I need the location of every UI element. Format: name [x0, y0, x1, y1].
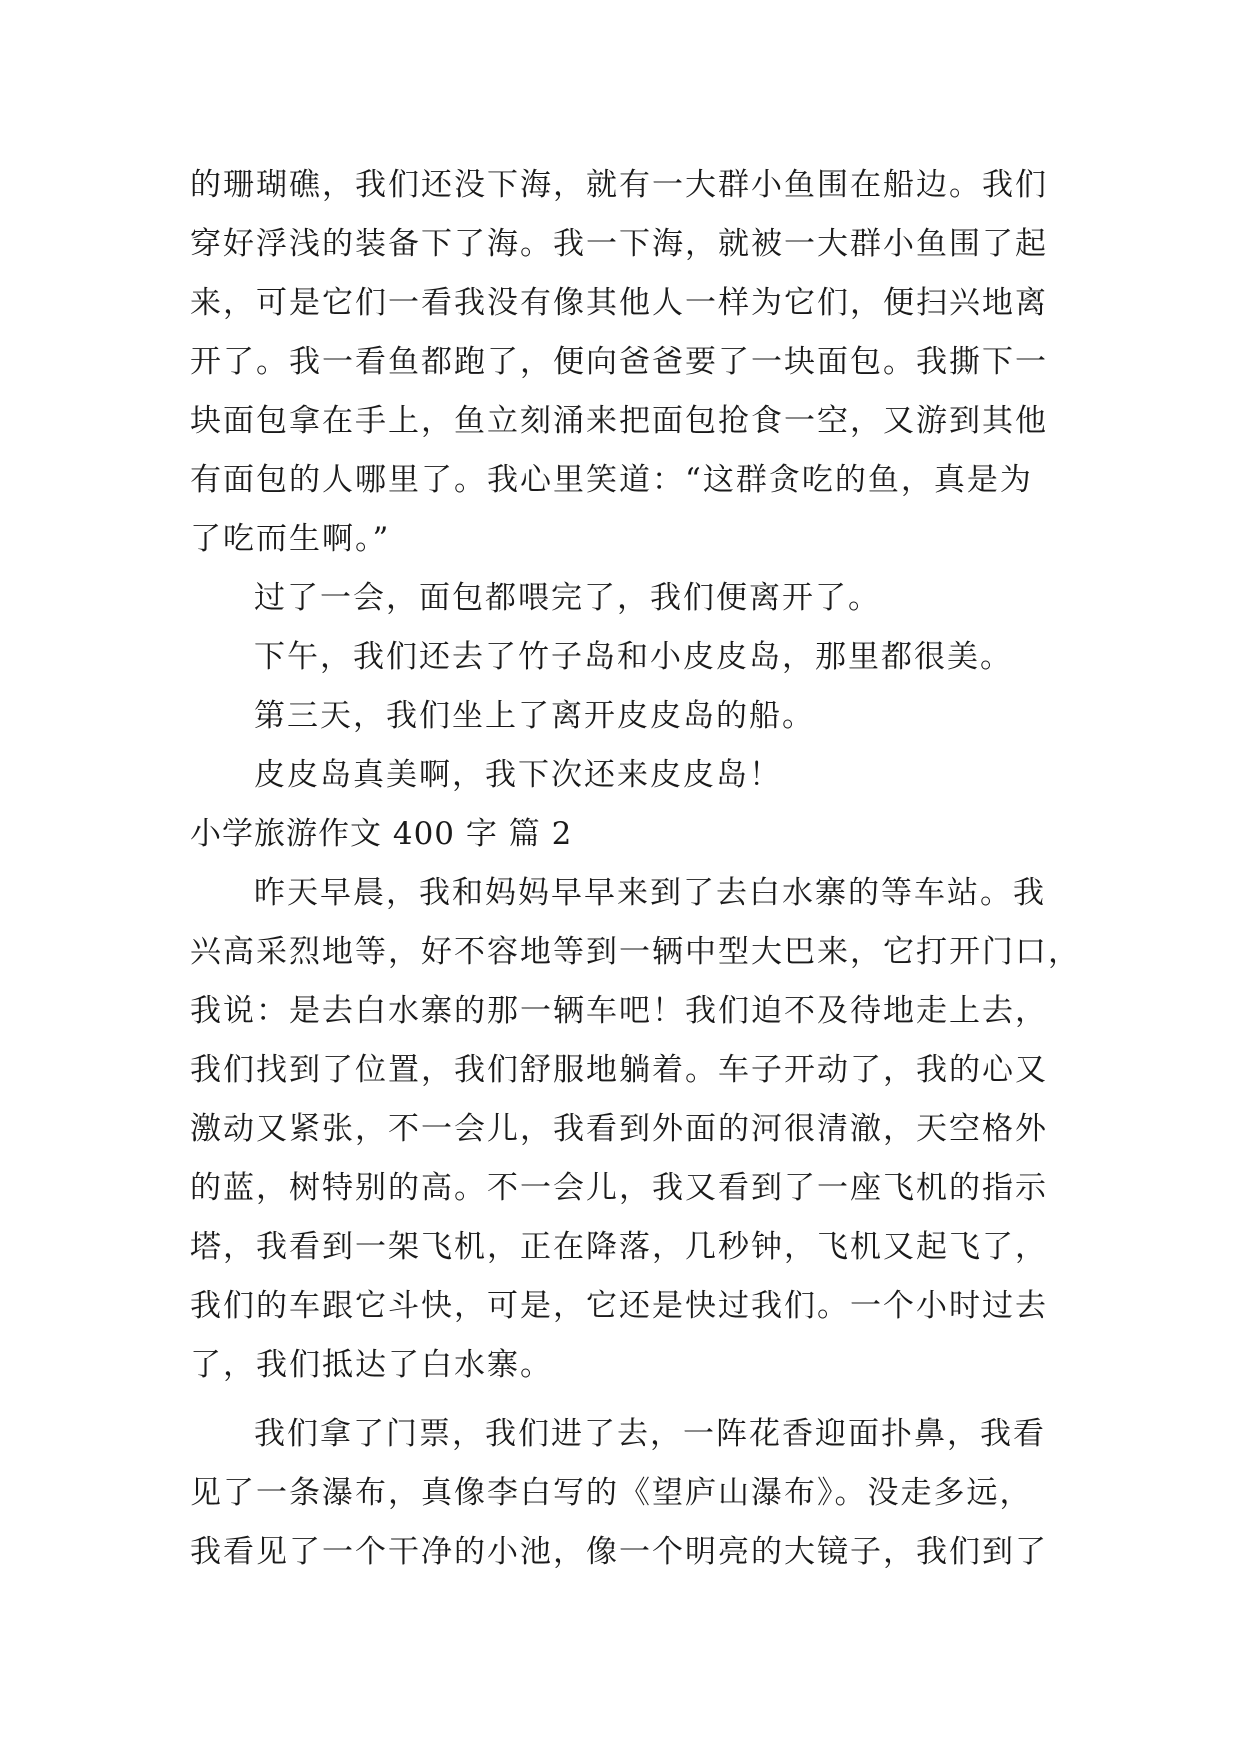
- paragraph-3: 下午，我们还去了竹子岛和小皮皮岛，那里都很美。: [254, 639, 1013, 675]
- text-line: 开了。我一看鱼都跑了，便向爸爸要了一块面包。我撕下一: [190, 344, 1048, 380]
- text-line: 见了一条瀑布，真像李白写的《望庐山瀑布》。没走多远，: [190, 1475, 1033, 1511]
- text-line: 穿好浮浅的装备下了海。我一下海，就被一大群小鱼围了起: [190, 226, 1048, 262]
- text-line: 兴高采烈地等，好不容地等到一辆中型大巴来，它打开门口，: [190, 934, 1081, 970]
- paragraph-5: 皮皮岛真美啊，我下次还来皮皮岛！: [254, 757, 782, 793]
- document-body: [190, 156, 1081, 1582]
- text-line: 我说：是去白水寨的那一辆车吧！我们迫不及待地走上去，: [190, 993, 1048, 1029]
- paragraph-spacer: [190, 1395, 1060, 1405]
- text-line: 激动又紧张，不一会儿，我看到外面的河很清澈，天空格外: [190, 1111, 1048, 1147]
- paragraph-2: 过了一会，面包都喂完了，我们便离开了。: [254, 580, 881, 616]
- text-line: 昨天早晨，我和妈妈早早来到了去白水寨的等车站。我: [254, 875, 1046, 911]
- text-line: 了，我们抵达了白水寨。: [190, 1347, 553, 1383]
- text-line: 我们的车跟它斗快，可是，它还是快过我们。一个小时过去: [190, 1288, 1048, 1324]
- text-line: 有面包的人哪里了。我心里笑道：“这群贪吃的鱼，真是为: [190, 462, 1033, 498]
- text-line: 我看见了一个干净的小池，像一个明亮的大镜子，我们到了: [190, 1534, 1048, 1570]
- text-line: 的珊瑚礁，我们还没下海，就有一大群小鱼围在船边。我们: [190, 167, 1048, 203]
- text-line: 的蓝，树特别的高。不一会儿，我又看到了一座飞机的指示: [190, 1170, 1048, 1206]
- paragraph-6: [190, 864, 1081, 1395]
- paragraph-7: [190, 1405, 1060, 1582]
- text-line: 我们拿了门票，我们进了去，一阵花香迎面扑鼻，我看: [254, 1416, 1046, 1452]
- text-line: 了吃而生啊。”: [190, 521, 391, 557]
- text-line: 我们找到了位置，我们舒服地躺着。车子开动了，我的心又: [190, 1052, 1048, 1088]
- section-title: 小学旅游作文 400 字 篇 2: [190, 816, 573, 852]
- text-line: 塔，我看到一架飞机，正在降落，几秒钟，飞机又起飞了，: [190, 1229, 1048, 1265]
- text-line: 块面包拿在手上，鱼立刻涌来把面包抢食一空，又游到其他: [190, 403, 1048, 439]
- paragraph-4: 第三天，我们坐上了离开皮皮岛的船。: [254, 698, 815, 734]
- paragraph-1: [190, 156, 1060, 569]
- text-line: 来，可是它们一看我没有像其他人一样为它们，便扫兴地离: [190, 285, 1048, 321]
